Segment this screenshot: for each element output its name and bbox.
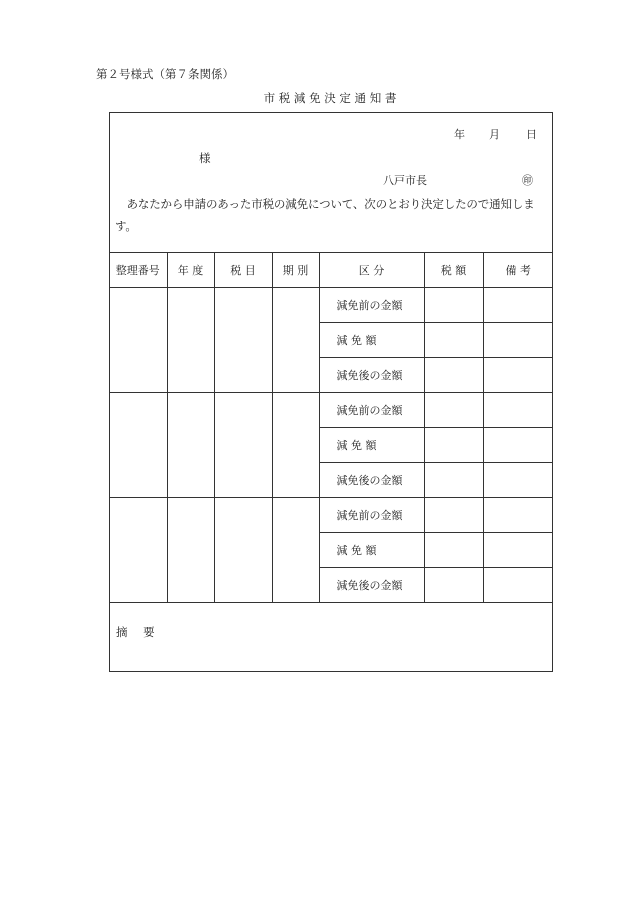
fiscal-year-cell — [167, 498, 214, 603]
category-cell: 減 免 額 — [319, 323, 424, 358]
header-cell: 期 別 — [272, 253, 319, 288]
header-cell: 整理番号 — [109, 253, 167, 288]
header-cell: 区 分 — [319, 253, 424, 288]
issuer: 八戸市長 — [383, 174, 427, 187]
category-cell: 減 免 額 — [319, 533, 424, 568]
category-cell: 減免後の金額 — [319, 463, 424, 498]
remarks-cell — [483, 358, 553, 393]
remarks-cell — [483, 393, 553, 428]
tax-amount-cell — [424, 358, 483, 393]
date-day: 日 — [526, 128, 537, 141]
category-cell: 減免後の金額 — [319, 358, 424, 393]
reference-number-cell — [109, 393, 167, 498]
header-cell: 年 度 — [167, 253, 214, 288]
period-cell — [272, 288, 319, 393]
tax-table — [109, 252, 553, 603]
tax-amount-cell — [424, 323, 483, 358]
tax-amount-cell — [424, 393, 483, 428]
remarks-cell — [483, 428, 553, 463]
header-cell: 税 目 — [214, 253, 272, 288]
table-header-row — [109, 253, 553, 288]
reference-number-cell — [109, 288, 167, 393]
tax-item-cell — [214, 498, 272, 603]
tax-amount-cell — [424, 428, 483, 463]
addressee-suffix: 様 — [199, 151, 211, 165]
remarks-cell — [483, 323, 553, 358]
remarks-cell — [483, 463, 553, 498]
document-title: 市 税 減 免 決 定 通 知 書 — [263, 91, 397, 105]
reference-number-cell — [109, 498, 167, 603]
category-cell: 減 免 額 — [319, 428, 424, 463]
category-cell: 減免前の金額 — [319, 393, 424, 428]
period-cell — [272, 393, 319, 498]
fiscal-year-cell — [167, 288, 214, 393]
header-cell: 税 額 — [424, 253, 483, 288]
tax-item-cell — [214, 393, 272, 498]
seal-mark: ㊞ — [522, 174, 533, 187]
tax-amount-cell — [424, 533, 483, 568]
remarks-cell — [483, 498, 553, 533]
fiscal-year-cell — [167, 393, 214, 498]
tax-item-cell — [214, 288, 272, 393]
table-row — [109, 498, 553, 533]
tax-amount-cell — [424, 568, 483, 603]
period-cell — [272, 498, 319, 603]
table-row — [109, 288, 553, 323]
table-row — [109, 393, 553, 428]
category-cell: 減免前の金額 — [319, 498, 424, 533]
remarks-cell — [483, 568, 553, 603]
notice-text: あなたから申請のあった市税の減免について、次のとおり決定したので通知します。 — [115, 197, 535, 233]
remarks-cell — [483, 288, 553, 323]
header-cell: 備 考 — [483, 253, 553, 288]
tax-amount-cell — [424, 288, 483, 323]
date-year: 年 — [454, 128, 465, 141]
category-cell: 減免前の金額 — [319, 288, 424, 323]
remarks-cell — [483, 533, 553, 568]
date-month: 月 — [489, 128, 500, 141]
tax-amount-cell — [424, 463, 483, 498]
category-cell: 減免後の金額 — [319, 568, 424, 603]
remarks-label: 摘 要 — [116, 625, 161, 639]
form-label: 第２号様式（第７条関係） — [96, 67, 234, 81]
tax-amount-cell — [424, 498, 483, 533]
